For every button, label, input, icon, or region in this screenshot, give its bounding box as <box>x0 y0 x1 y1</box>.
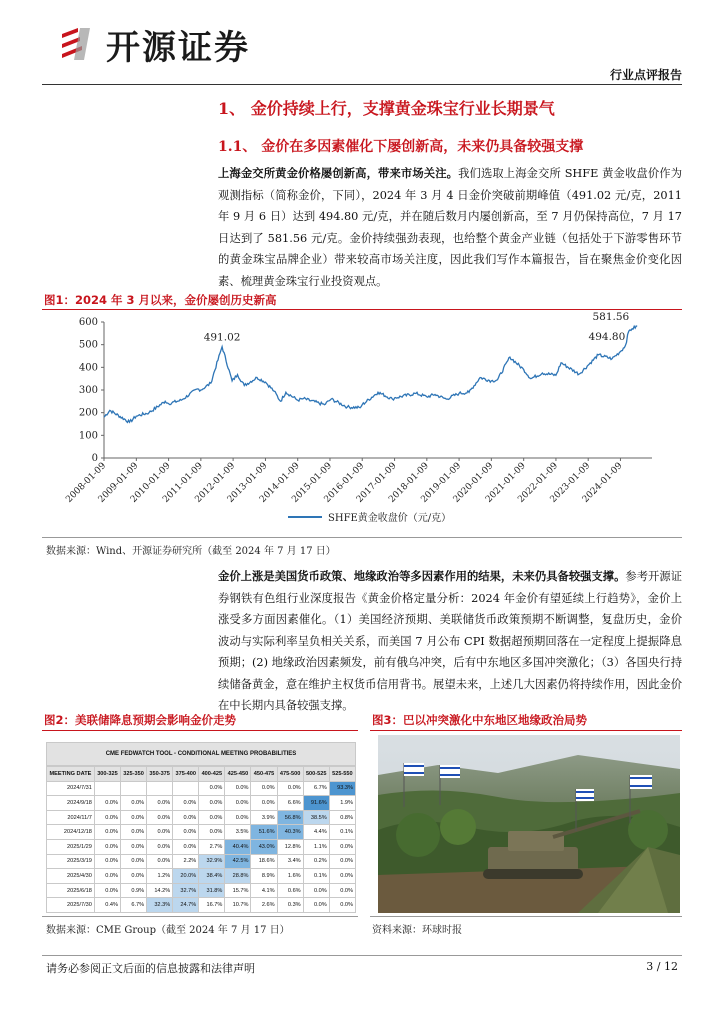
probability-cell: 32.9% <box>199 854 225 869</box>
brand-logo <box>56 22 250 66</box>
probability-cell: 16.7% <box>199 898 225 913</box>
probability-cell: 93.3% <box>329 781 355 796</box>
x-tick-label: 2022-01-09 <box>516 461 561 505</box>
x-tick-label: 2016-01-09 <box>322 461 367 505</box>
column-header: 325-350 <box>121 767 147 782</box>
fedwatch-table <box>46 766 356 913</box>
fedwatch-table-title: CME FEDWATCH TOOL - CONDITIONAL MEETING PROBABILITIES <box>46 742 356 766</box>
probability-cell: 56.8% <box>277 810 303 825</box>
table-row <box>47 854 356 869</box>
drivers-body: 参考开源证券钢铁有色组行业深度报告《黄金价格定量分析：2024 年金价有望延续上行趋势》，金价上涨受多方面因素催化。（1）美国经济预期、美联储货币政策预期不断调整，复盘历史，金价波动与实际利率呈负相关关系，而美国 7 月公布 CPI 数据超预期回落在一定程度上提振降息预期；(2) 地缘政治因素频发，前有俄乌冲突，后有中东地区多国冲突激化；（3）各国央行持续储备黄金，意在维护主权货币信用背书。展望未来，上述几大因素仍将持续作用，因此金价在中长期内具备较强支撑。 <box>218 570 682 712</box>
probability-cell: 0.0% <box>225 810 251 825</box>
probability-cell: 0.0% <box>303 898 329 913</box>
figure3-title: 图3：巴以冲突激化中东地区地缘政治局势 <box>372 713 587 727</box>
gold-price-line <box>104 326 637 422</box>
column-header: 350-375 <box>147 767 173 782</box>
probability-cell <box>121 781 147 796</box>
probability-cell: 24.7% <box>173 898 199 913</box>
x-tick-label: 2009-01-09 <box>96 461 141 505</box>
x-tick-label: 2013-01-09 <box>225 461 270 505</box>
probability-cell: 1.2% <box>147 869 173 884</box>
probability-cell <box>173 781 199 796</box>
x-tick-label: 2015-01-09 <box>290 461 335 505</box>
probability-cell: 0.0% <box>147 839 173 854</box>
probability-cell: 3.9% <box>251 810 277 825</box>
probability-cell: 0.0% <box>94 825 120 840</box>
probability-cell: 6.6% <box>277 796 303 811</box>
probability-cell: 0.0% <box>121 869 147 884</box>
probability-cell: 0.0% <box>329 898 355 913</box>
column-header: 300-325 <box>94 767 120 782</box>
probability-cell: 0.0% <box>147 825 173 840</box>
probability-cell: 0.0% <box>147 796 173 811</box>
footer-divider <box>42 955 682 956</box>
drivers-lead: 金价上涨是美国货币政策、地缘政治等多因素作用的结果，未来仍具备较强支撑。 <box>218 569 626 583</box>
fedwatch-table-wrap <box>46 742 356 913</box>
meeting-date-cell: 2025/7/30 <box>47 898 95 913</box>
figure3-bottom-rule <box>370 916 682 917</box>
subsection-heading: 1.1、 金价在多因素催化下屡创新高，未来仍具备较强支撑 <box>218 139 584 155</box>
probability-cell: 0.0% <box>251 796 277 811</box>
y-tick-label: 0 <box>91 453 98 464</box>
figure2-top-rule <box>42 730 358 731</box>
meeting-date-cell: 2025/4/30 <box>47 869 95 884</box>
probability-cell: 51.6% <box>251 825 277 840</box>
column-header: MEETING DATE <box>47 767 95 782</box>
y-tick-label: 500 <box>78 339 98 351</box>
figure2-source: 数据来源：CME Group（截至 2024 年 7 月 17 日） <box>46 925 290 936</box>
probability-cell: 0.0% <box>225 796 251 811</box>
figure1-bottom-rule <box>42 537 682 538</box>
probability-cell: 0.0% <box>199 810 225 825</box>
probability-cell: 0.0% <box>147 854 173 869</box>
probability-cell: 18.6% <box>251 854 277 869</box>
probability-cell: 38.5% <box>303 810 329 825</box>
probability-cell: 10.7% <box>225 898 251 913</box>
probability-cell: 3.5% <box>225 825 251 840</box>
table-row <box>47 839 356 854</box>
probability-cell: 0.0% <box>199 825 225 840</box>
figure2-title: 图2：美联储降息预期会影响金价走势 <box>44 713 236 727</box>
column-header: 475-500 <box>277 767 303 782</box>
x-tick-label: 2020-01-09 <box>451 461 496 505</box>
probability-cell: 2.7% <box>199 839 225 854</box>
probability-cell: 38.4% <box>199 869 225 884</box>
data-label: 491.02 <box>203 331 241 344</box>
probability-cell: 28.8% <box>225 869 251 884</box>
probability-cell: 0.9% <box>121 883 147 898</box>
probability-cell: 2.2% <box>173 854 199 869</box>
data-label: 581.56 <box>592 312 630 324</box>
table-row <box>47 796 356 811</box>
probability-cell: 40.4% <box>225 839 251 854</box>
probability-cell: 6.7% <box>303 781 329 796</box>
meeting-date-cell: 2025/1/29 <box>47 839 95 854</box>
probability-cell: 15.7% <box>225 883 251 898</box>
probability-cell <box>147 781 173 796</box>
x-tick-label: 2012-01-09 <box>193 461 238 505</box>
intro-paragraph <box>218 163 682 292</box>
probability-cell: 3.4% <box>277 854 303 869</box>
probability-cell: 0.0% <box>94 883 120 898</box>
probability-cell: 0.1% <box>329 825 355 840</box>
probability-cell: 0.0% <box>329 869 355 884</box>
probability-cell: 14.2% <box>147 883 173 898</box>
probability-cell: 0.8% <box>329 810 355 825</box>
probability-cell: 0.0% <box>121 839 147 854</box>
probability-cell: 40.3% <box>277 825 303 840</box>
probability-cell: 1.1% <box>303 839 329 854</box>
x-tick-label: 2024-01-09 <box>580 461 625 505</box>
y-tick-label: 200 <box>78 407 98 419</box>
probability-cell: 42.5% <box>225 854 251 869</box>
probability-cell: 20.0% <box>173 869 199 884</box>
probability-cell: 0.0% <box>277 781 303 796</box>
column-header: 525-550 <box>329 767 355 782</box>
meeting-date-cell: 2025/6/18 <box>47 883 95 898</box>
probability-cell: 0.0% <box>173 796 199 811</box>
probability-cell: 0.0% <box>225 781 251 796</box>
conflict-photo <box>378 735 680 913</box>
probability-cell: 0.0% <box>173 810 199 825</box>
probability-cell: 32.3% <box>147 898 173 913</box>
probability-cell: 12.8% <box>277 839 303 854</box>
meeting-date-cell: 2024/12/18 <box>47 825 95 840</box>
y-tick-label: 600 <box>78 317 98 328</box>
probability-cell: 0.0% <box>199 796 225 811</box>
y-tick-label: 400 <box>78 362 98 374</box>
probability-cell: 0.0% <box>121 825 147 840</box>
probability-cell: 8.9% <box>251 869 277 884</box>
probability-cell: 0.0% <box>199 781 225 796</box>
probability-cell: 0.0% <box>94 796 120 811</box>
x-tick-label: 2017-01-09 <box>354 461 399 505</box>
page-number: 3 / 12 <box>646 960 678 973</box>
figure3-source: 资料来源：环球时报 <box>372 925 462 936</box>
header-divider <box>42 84 682 85</box>
probability-cell: 6.7% <box>121 898 147 913</box>
probability-cell: 0.1% <box>303 869 329 884</box>
probability-cell: 0.6% <box>277 883 303 898</box>
column-header: 400-425 <box>199 767 225 782</box>
meeting-date-cell: 2024/7/31 <box>47 781 95 796</box>
table-row <box>47 869 356 884</box>
probability-cell: 0.0% <box>173 839 199 854</box>
table-header-row <box>47 767 356 782</box>
probability-cell: 4.4% <box>303 825 329 840</box>
probability-cell <box>94 781 120 796</box>
probability-cell: 0.0% <box>329 854 355 869</box>
column-header: 500-525 <box>303 767 329 782</box>
probability-cell: 0.0% <box>173 825 199 840</box>
probability-cell: 0.3% <box>277 898 303 913</box>
table-row <box>47 883 356 898</box>
probability-cell: 0.0% <box>121 810 147 825</box>
data-label: 494.80 <box>588 330 626 343</box>
probability-cell: 0.0% <box>94 839 120 854</box>
figure3-top-rule <box>370 730 682 731</box>
probability-cell: 0.0% <box>329 883 355 898</box>
column-header: 425-450 <box>225 767 251 782</box>
intro-body: 我们选取上海金交所 SHFE 黄金收盘价作为观测指标（简称金价，下同），2024 年 3 月 4 日金价突破前期峰值（491.02 元/克，2011 年 9 月 6 日）达到 494.80 元/克，并在随后数月内屡创新高，至 7 月仍保持高位，7 月 17 日达到了 581.56 元/克。金价持续强劲表现，也给整个黄金产业链（包括处于下游零售环节的黄金珠宝品牌企业）带来较高市场关注度，因此我们写作本篇报告，旨在聚焦金价变化因素、梳理黄金珠宝行业投资观点。 <box>218 167 682 288</box>
probability-cell: 0.0% <box>94 869 120 884</box>
x-tick-label: 2018-01-09 <box>387 461 431 505</box>
probability-cell: 0.0% <box>147 810 173 825</box>
x-tick-label: 2014-01-09 <box>258 461 302 505</box>
table-row <box>47 781 356 796</box>
probability-cell: 32.7% <box>173 883 199 898</box>
probability-cell: 0.0% <box>94 810 120 825</box>
figure1-title: 图1：2024 年 3 月以来，金价屡创历史新高 <box>44 293 277 307</box>
figure1-top-rule <box>42 309 682 310</box>
probability-cell: 0.0% <box>94 854 120 869</box>
y-tick-label: 300 <box>78 385 98 396</box>
meeting-date-cell: 2024/9/18 <box>47 796 95 811</box>
meeting-date-cell: 2024/11/7 <box>47 810 95 825</box>
x-tick-label: 2023-01-09 <box>548 461 593 505</box>
probability-cell: 31.8% <box>199 883 225 898</box>
probability-cell: 0.0% <box>121 796 147 811</box>
brand-name: 开源证券 <box>106 27 250 68</box>
probability-cell: 0.2% <box>303 854 329 869</box>
probability-cell: 0.4% <box>94 898 120 913</box>
figure2-bottom-rule <box>42 916 358 917</box>
gold-price-chart <box>42 312 682 534</box>
table-row <box>47 825 356 840</box>
x-tick-label: 2019-01-09 <box>419 461 464 505</box>
probability-cell: 0.0% <box>329 839 355 854</box>
column-header: 450-475 <box>251 767 277 782</box>
x-tick-label: 2011-01-09 <box>161 461 205 505</box>
x-tick-label: 2021-01-09 <box>484 461 528 505</box>
probability-cell: 1.6% <box>277 869 303 884</box>
drivers-paragraph <box>218 566 682 717</box>
probability-cell: 0.0% <box>251 781 277 796</box>
probability-cell: 0.0% <box>303 883 329 898</box>
x-tick-label: 2010-01-09 <box>128 461 173 505</box>
probability-cell: 43.0% <box>251 839 277 854</box>
probability-cell: 2.6% <box>251 898 277 913</box>
column-header: 375-400 <box>173 767 199 782</box>
table-row <box>47 898 356 913</box>
probability-cell: 91.6% <box>303 796 329 811</box>
footer-disclaimer: 请务必参阅正文后面的信息披露和法律声明 <box>46 962 255 975</box>
legend-label: SHFE黄金收盘价（元/克） <box>328 513 452 524</box>
probability-cell: 1.9% <box>329 796 355 811</box>
probability-cell: 4.1% <box>251 883 277 898</box>
table-row <box>47 810 356 825</box>
intro-lead: 上海金交所黄金价格屡创新高，带来市场关注。 <box>218 166 459 180</box>
meeting-date-cell: 2025/3/19 <box>47 854 95 869</box>
brand-mark-icon <box>56 24 96 64</box>
y-tick-label: 100 <box>78 430 98 442</box>
section-heading: 1、 金价持续上行，支撑黄金珠宝行业长期景气 <box>218 99 555 118</box>
probability-cell: 0.0% <box>121 854 147 869</box>
report-type: 行业点评报告 <box>609 68 682 82</box>
x-tick-label: 2008-01-09 <box>64 461 109 505</box>
figure1-source: 数据来源：Wind、开源证券研究所（截至 2024 年 7 月 17 日） <box>46 546 336 557</box>
